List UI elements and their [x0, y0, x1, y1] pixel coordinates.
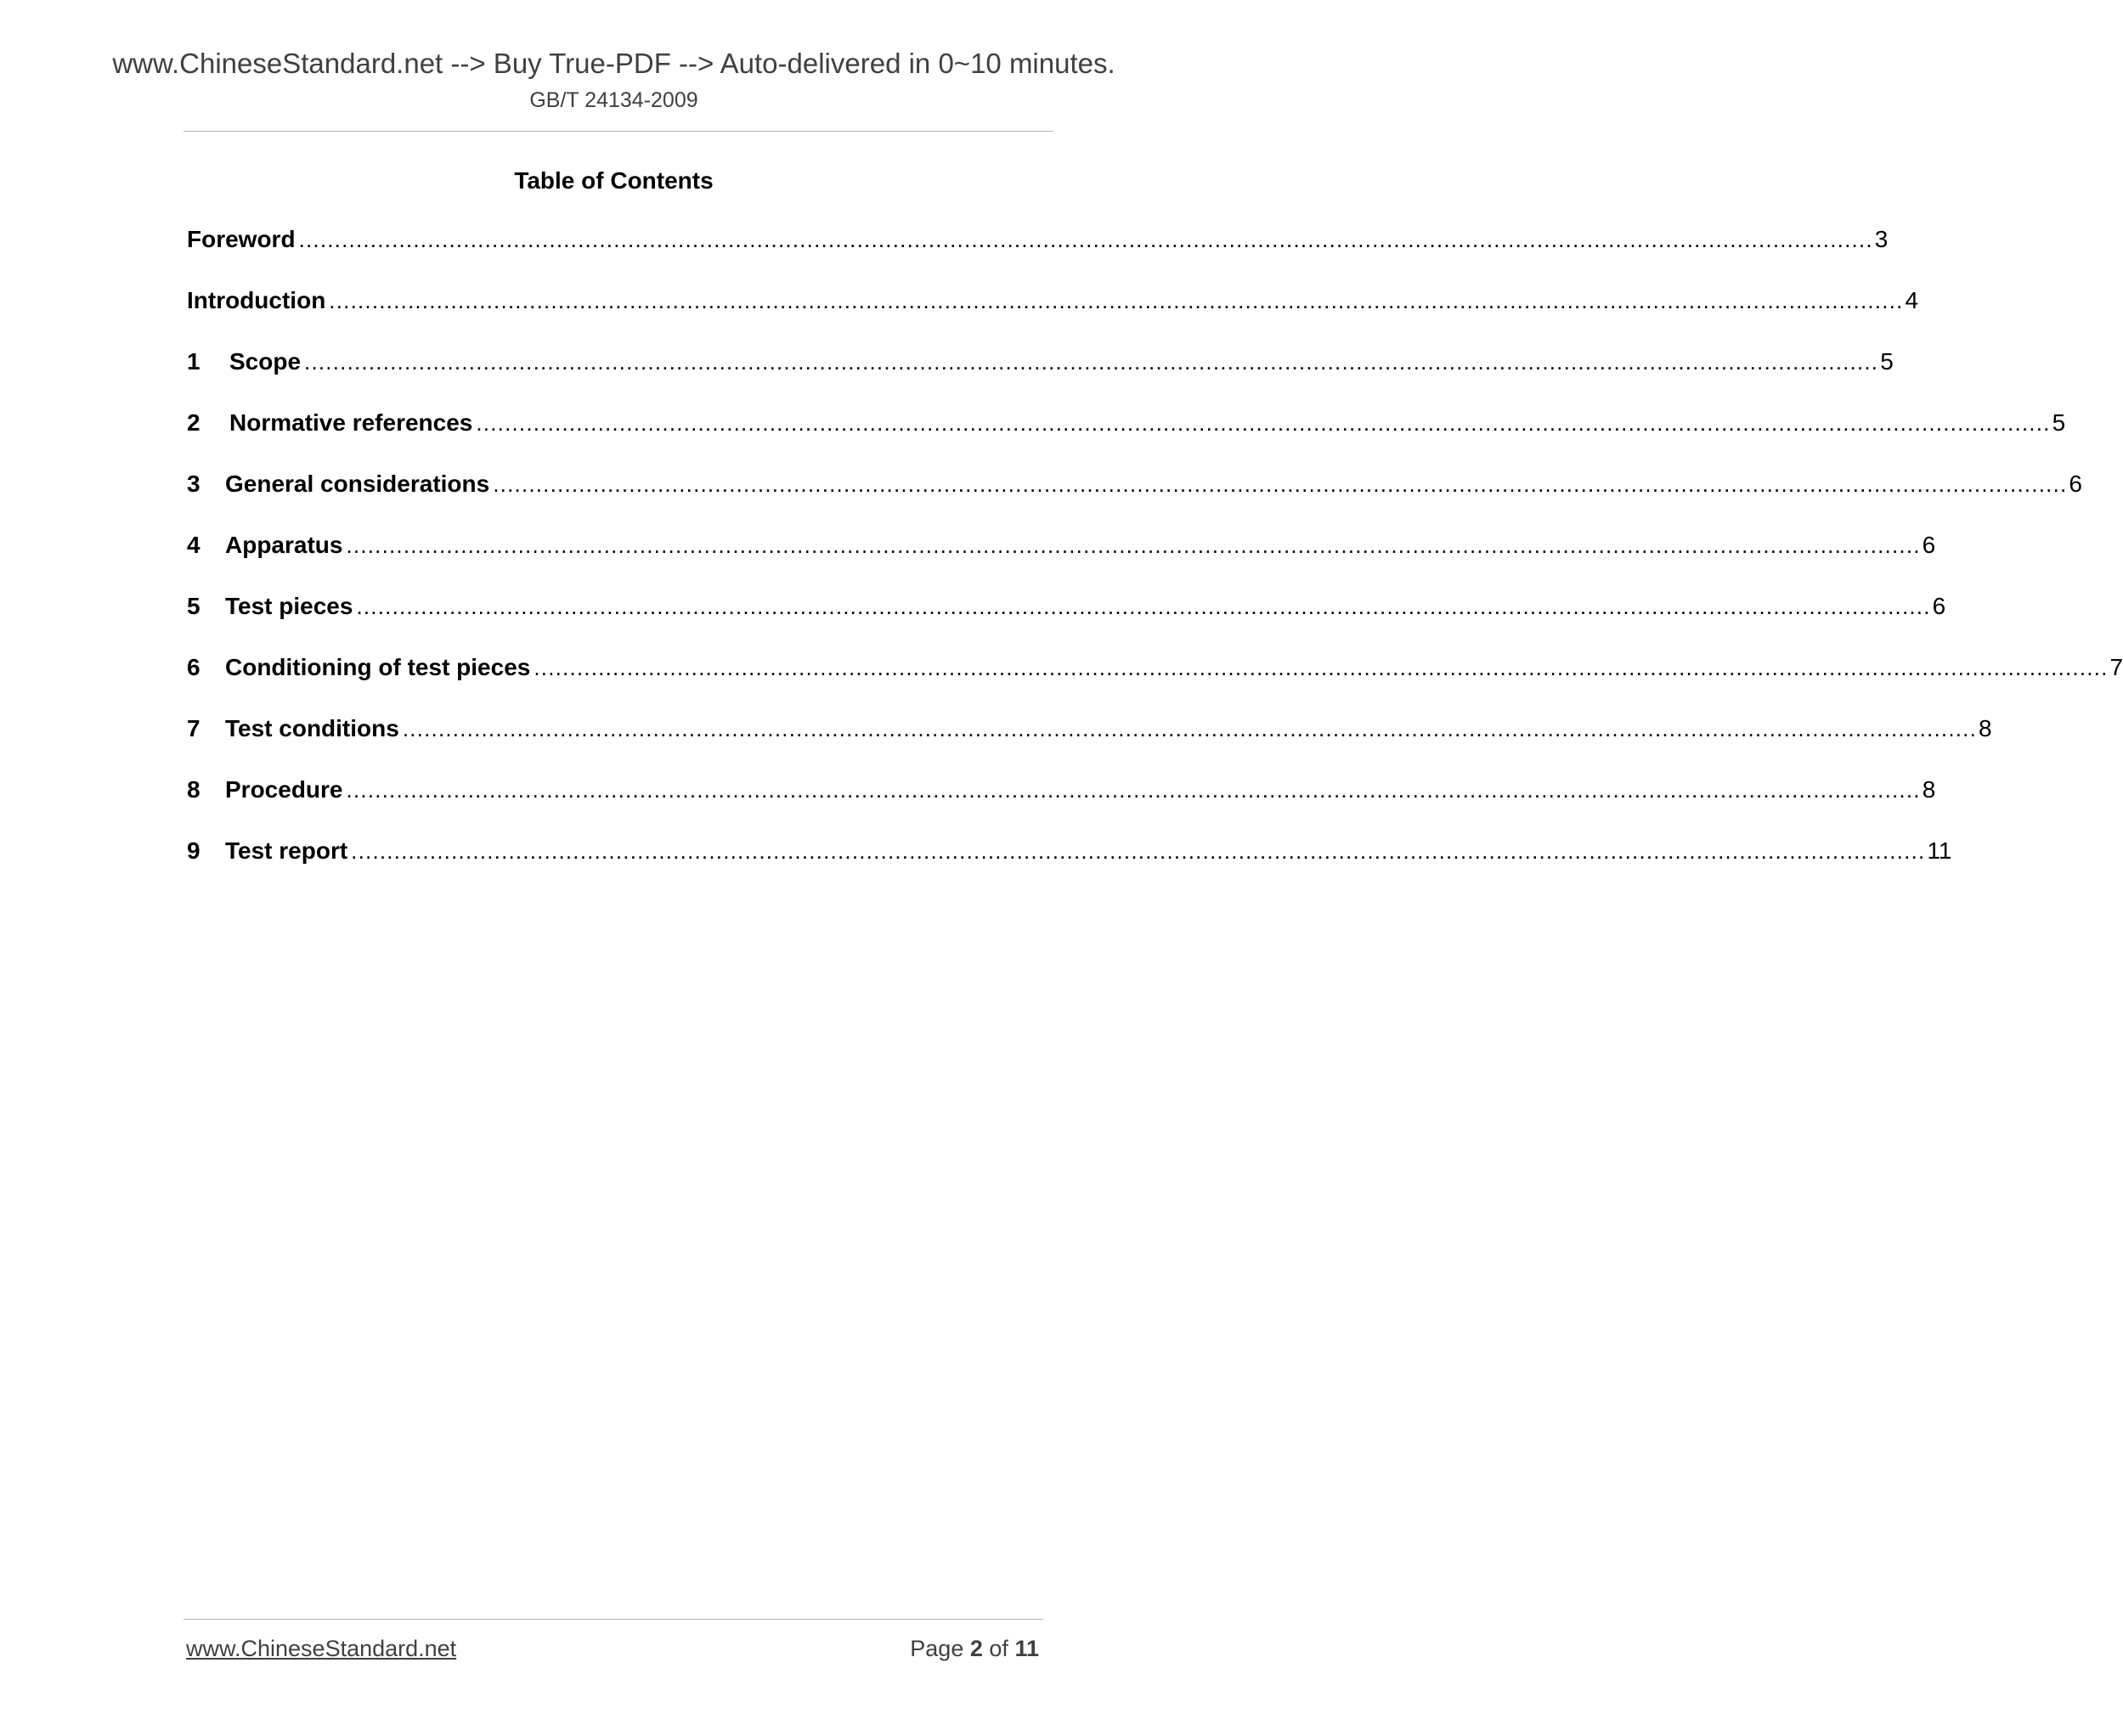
- footer-site-link[interactable]: www.ChineseStandard.net: [186, 1636, 457, 1661]
- toc-entry-number: 6: [187, 654, 200, 680]
- toc-entry-test-conditions[interactable]: [187, 715, 1992, 776]
- toc-entry-label: Test report: [225, 837, 348, 864]
- dot-leader: ............................................................................................................................................................................................................................: [304, 349, 1879, 375]
- toc-entry-label: Procedure: [225, 776, 343, 803]
- toc-entry-number: 9: [187, 837, 200, 864]
- toc-entry-page: 3: [1874, 226, 1889, 252]
- page-indicator: [910, 1636, 1039, 1662]
- toc-entry-page: 11: [1927, 837, 1952, 864]
- toc-entry-foreword[interactable]: [187, 226, 1889, 287]
- toc-title: Table of Contents: [514, 167, 714, 194]
- toc-entry-page: 5: [1880, 348, 1894, 375]
- header-banner: www.ChineseStandard.net --> Buy True-PDF --> Auto-delivered in 0~10 minutes.: [112, 48, 1115, 79]
- footer-divider: [184, 1619, 1043, 1620]
- toc-entry-label: General considerations: [225, 471, 490, 497]
- toc-entry-number: 4: [187, 532, 200, 558]
- toc-entry-page: 6: [2069, 471, 2082, 497]
- toc-entry-number: 5: [187, 593, 200, 619]
- toc-entry-page: 5: [2052, 409, 2066, 436]
- dot-leader: ............................................................................................................................................................................................................................: [534, 655, 2109, 680]
- toc-entry-page: 6: [1932, 593, 1946, 619]
- dot-leader: ............................................................................................................................................................................................................................: [402, 716, 1978, 741]
- toc-entry-number: 7: [187, 715, 200, 741]
- standard-code: GB/T 24134-2009: [529, 88, 698, 112]
- toc-entry-number: 3: [187, 471, 200, 497]
- page-current: 2: [969, 1636, 983, 1661]
- toc-entry-label: Test pieces: [225, 593, 353, 619]
- toc-entry-page: 8: [1979, 715, 1992, 741]
- dot-leader: ............................................................................................................................................................................................................................: [356, 594, 1931, 619]
- toc-entry-label: Test conditions: [225, 715, 399, 741]
- page-total: 11: [1014, 1636, 1039, 1661]
- dot-leader: ............................................................................................................................................................................................................................: [476, 410, 2051, 436]
- toc-entry-test-report[interactable]: [187, 837, 1952, 899]
- toc-entry-number: 1: [187, 348, 200, 375]
- page-prefix: Page: [910, 1636, 964, 1661]
- page-of: of: [989, 1636, 1008, 1661]
- toc-entry-general-considerations[interactable]: [187, 471, 2082, 532]
- dot-leader: ............................................................................................................................................................................................................................: [346, 777, 1921, 803]
- toc-entry-apparatus[interactable]: [187, 532, 1936, 593]
- toc-entry-label: Scope: [229, 348, 302, 375]
- toc-entry-conditioning-of-test-pieces[interactable]: [187, 654, 2123, 715]
- toc-entry-label: Introduction: [187, 287, 326, 313]
- toc-entry-number: 8: [187, 776, 200, 803]
- dot-leader: ............................................................................................................................................................................................................................: [346, 533, 1921, 558]
- toc-entry-page: 6: [1922, 532, 1936, 558]
- toc-entry-label: Normative references: [229, 409, 473, 436]
- toc-entry-normative-references[interactable]: [187, 409, 2066, 471]
- dot-leader: ............................................................................................................................................................................................................................: [351, 838, 1926, 864]
- toc-entry-label: Apparatus: [225, 532, 343, 558]
- dot-leader: ............................................................................................................................................................................................................................: [493, 471, 2068, 497]
- toc-entry-introduction[interactable]: [187, 287, 1919, 348]
- toc-entry-label: Foreword: [187, 226, 296, 252]
- toc-entry-procedure[interactable]: [187, 776, 1936, 837]
- toc-entry-label: Conditioning of test pieces: [225, 654, 531, 680]
- toc-entry-scope[interactable]: [187, 348, 1894, 409]
- header-divider: [184, 131, 1053, 132]
- toc-entry-page: 7: [2109, 654, 2123, 680]
- toc-entry-number: 2: [187, 409, 200, 436]
- toc-entry-page: 8: [1922, 776, 1936, 803]
- dot-leader: ............................................................................................................................................................................................................................: [329, 288, 1904, 313]
- toc-entry-test-pieces[interactable]: [187, 593, 1946, 654]
- toc-entry-page: 4: [1905, 287, 1919, 313]
- toc-list: [187, 226, 2123, 899]
- dot-leader: ............................................................................................................................................................................................................................: [298, 227, 1873, 252]
